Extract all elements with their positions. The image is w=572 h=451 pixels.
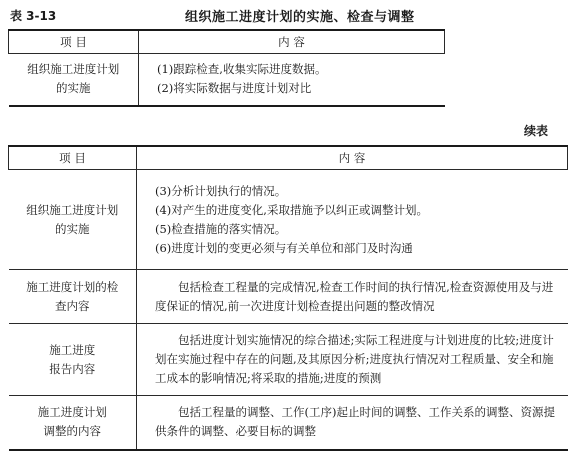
table-3-13-part-1: [8, 29, 445, 107]
table-number: 表 3-13: [10, 9, 57, 23]
header-content: 内 容: [139, 30, 445, 54]
row-content: 包括工程量的调整、工作(工序)起止时间的调整、工作关系的调整、资源提供条件的调整、必要目标的调整: [137, 396, 568, 450]
header-item: 项 目: [9, 146, 137, 170]
table-row: [9, 170, 568, 270]
row-content: 包括进度计划实施情况的综合描述;实际工程进度与计划进度的比较;进度计划在实施过程中存在的问题,及其原因分析;进度执行情况对工程质量、安全和施工成本的影响情况;将采取的措施;进度的预测: [137, 324, 568, 396]
table-row: [9, 324, 568, 396]
row-item: 施工进度计划的检 查内容: [9, 270, 137, 324]
table-row: [9, 396, 568, 450]
row-content: (1)跟踪检查,收集实际进度数据。 (2)将实际数据与进度计划对比: [139, 54, 445, 106]
row-item: 组织施工进度计划 的实施: [9, 170, 137, 270]
table-caption: [0, 3, 572, 25]
row-content: (3)分析计划执行的情况。 (4)对产生的进度变化,采取措施予以纠正或调整计划。 (5)检查措施的落实情况。 (6)进度计划的变更必须与有关单位和部门及时沟通: [137, 170, 568, 270]
header-content: 内 容: [137, 146, 568, 170]
table-3-13-part-2: [8, 145, 568, 451]
continued-label: 续表: [523, 124, 548, 138]
row-content: 包括检查工程量的完成情况,检查工作时间的执行情况,检查资源使用及与进度保证的情况,前一次进度计划检查提出问题的整改情况: [137, 270, 568, 324]
table-header-row: [9, 30, 445, 54]
table-header-row: [9, 146, 568, 170]
header-item: 项 目: [9, 30, 139, 54]
table-row: [9, 54, 445, 106]
table-title: 组织施工进度计划的实施、检查与调整: [185, 10, 415, 25]
table-row: [9, 270, 568, 324]
row-item: 施工进度 报告内容: [9, 324, 137, 396]
row-item: 施工进度计划 调整的内容: [9, 396, 137, 450]
row-item: 组织施工进度计划 的实施: [9, 54, 139, 106]
